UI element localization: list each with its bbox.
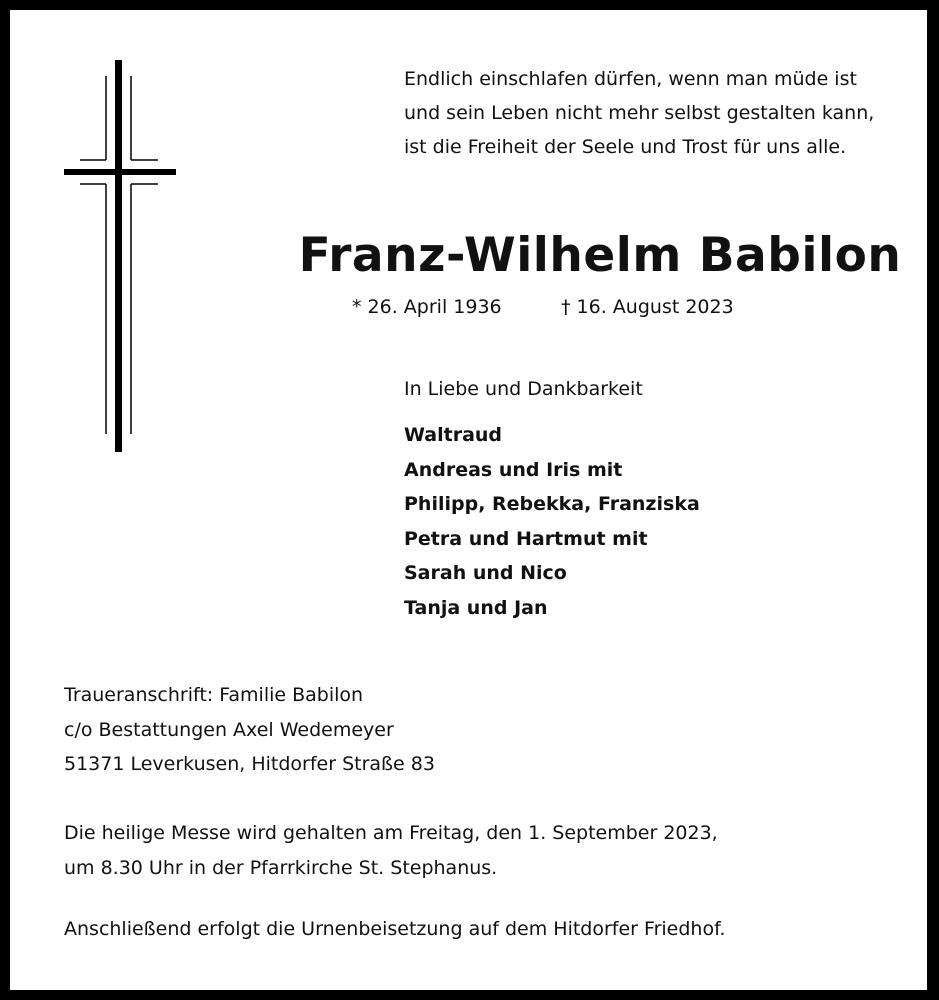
- obituary-notice: [10, 10, 927, 990]
- mass-line: Die heilige Messe wird gehalten am Freitag, den 1. September 2023,: [64, 822, 718, 844]
- mourners-intro: In Liebe und Dankbarkeit: [404, 378, 643, 400]
- mourners-list: [404, 418, 700, 625]
- mourner-entry: Sarah und Nico: [404, 562, 567, 584]
- poem-line: und sein Leben nicht mehr selbst gestalten kann,: [404, 102, 875, 124]
- deceased-name: Franz-Wilhelm Babilon: [298, 228, 902, 283]
- birth-date: * 26. April 1936: [352, 296, 502, 318]
- mourner-entry: Waltraud: [404, 424, 503, 446]
- burial-announcement: Anschließend erfolgt die Urnenbeisetzung auf dem Hitdorfer Friedhof.: [64, 918, 726, 940]
- mourner-entry: Philipp, Rebekka, Franziska: [404, 493, 700, 515]
- poem: [404, 62, 874, 164]
- mourner-entry: Petra und Hartmut mit: [404, 527, 648, 550]
- mourner-entry: Tanja und Jan: [404, 596, 548, 619]
- address-line: 51371 Leverkusen, Hitdorfer Straße 83: [64, 753, 435, 775]
- mass-announcement: [64, 816, 718, 885]
- death-date: † 16. August 2023: [561, 296, 734, 318]
- mass-line: um 8.30 Uhr in der Pfarrkirche St. Stephanus.: [64, 856, 498, 879]
- address-line: Traueranschrift: Familie Babilon: [64, 684, 364, 706]
- mourning-address: [64, 678, 435, 782]
- poem-line: Endlich einschlafen dürfen, wenn man müde ist: [404, 68, 857, 90]
- address-line: c/o Bestattungen Axel Wedemeyer: [64, 718, 394, 741]
- mourner-entry: Andreas und Iris mit: [404, 458, 623, 481]
- poem-line: ist die Freiheit der Seele und Trost für uns alle.: [404, 136, 847, 158]
